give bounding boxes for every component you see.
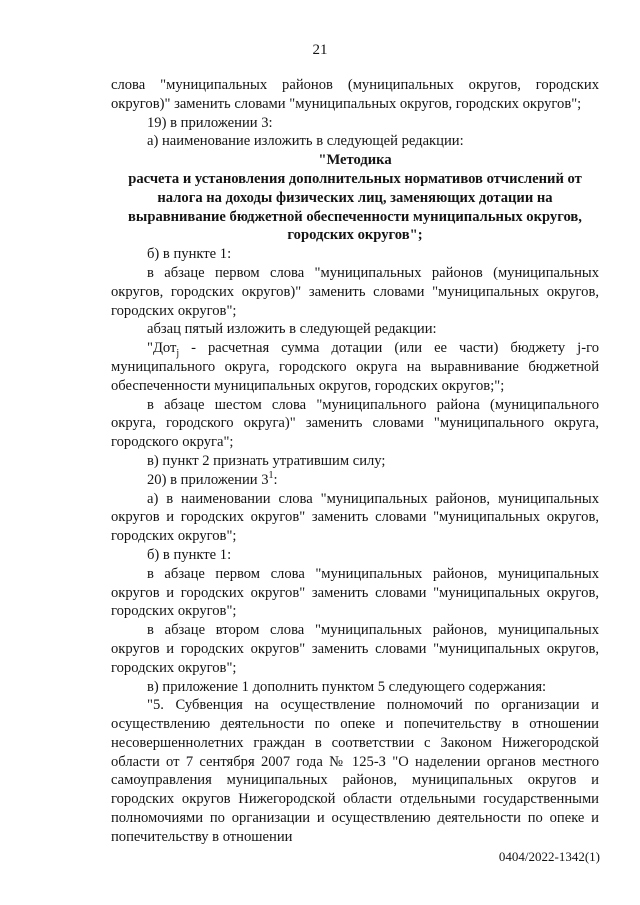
document-code: 0404/2022-1342(1) <box>498 849 600 864</box>
paragraph: б) в пункте 1: <box>147 246 232 263</box>
paragraph: в) пункт 2 признать утратившим силу; <box>147 452 386 469</box>
item-20-paragraph <box>111 471 599 490</box>
item-20-prefix: 20) в приложении 3 <box>147 471 269 488</box>
methodology-title: "Методика <box>318 152 392 169</box>
item-20-suffix: : <box>273 471 278 488</box>
paragraph: слова "муниципальных районов (муниципальных округов, городских округов)" заменить словами "муниципальных округов, городских округов"; <box>111 77 599 112</box>
paragraph: 19) в приложении 3: <box>147 114 273 131</box>
paragraph: в абзаце шестом слова "муниципального района (муниципального округа, городского округа)" заменить словами "муниципального округа, городского округа"; <box>111 396 599 451</box>
formula-symbol: Дот <box>152 340 177 357</box>
formula-subscript: j <box>176 348 180 360</box>
paragraph: в абзаце первом слова "муниципальных районов, муниципальных округов и городских округов" заменить словами "муниципальных округов, городских округов"; <box>111 565 599 620</box>
paragraph: "5. Субвенция на осуществление полномочий по организации и осуществлению деятельности по опеке и попечительству в отношении несовершеннолетних граждан в соответствии с Законом Нижегородской области от 7 сентября 2007 года № 125-З "О наделении органов местного самоуправления муниципальных районов, муниципальных округов и городских округов Нижегородской области отдельными государственными полномочиями по организации и осуществлению деятельности по опеке и попечительству в отношении <box>111 697 599 845</box>
methodology-subtitle: расчета и установления дополнительных нормативов отчислений от налога на доходы физических лиц, заменяющих дотации на выравнивание бюджетной обеспеченности муниципальных округов, городских округов"; <box>128 170 582 244</box>
paragraph: в абзаце втором слова "муниципальных районов, муниципальных округов и городских округов" заменить словами "муниципальных округов, городских округов"; <box>111 622 599 676</box>
document-body <box>111 76 599 847</box>
formula-open-quote: " <box>147 340 153 357</box>
paragraph: а) в наименовании слова "муниципальных районов, муниципальных округов и городских округов" заменить словами "муниципальных округов, городских округов"; <box>111 490 599 545</box>
paragraph: а) наименование изложить в следующей редакции: <box>147 133 464 150</box>
paragraph: б) в пункте 1: <box>147 546 232 563</box>
paragraph: в) приложение 1 дополнить пунктом 5 следующего содержания: <box>147 678 547 695</box>
page-number: 21 <box>312 42 328 58</box>
paragraph: абзац пятый изложить в следующей редакции: <box>147 321 437 338</box>
item-20-superscript: 1 <box>268 469 274 481</box>
formula-paragraph <box>111 339 599 395</box>
formula-text: - расчетная сумма дотации (или ее части) бюджету j-го муниципального округа, городского округа на выравнивание бюджетной обеспеченности муниципальных округов, городских округов;"; <box>111 340 599 394</box>
paragraph: в абзаце первом слова "муниципальных районов (муниципальных округов, городских округов)" заменить словами "муниципальных округов, городских округов"; <box>111 264 599 319</box>
